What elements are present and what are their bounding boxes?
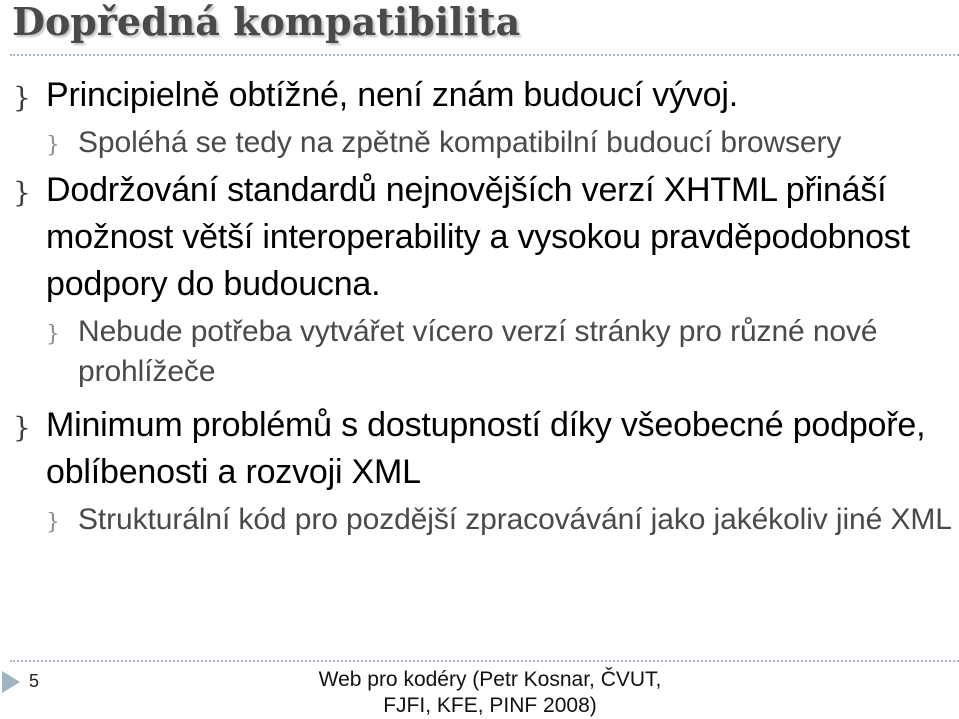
bullet-text: Dodržování standardů nejnovějších verzí XHTML přináší možnost větší interoperability a vysokou pravděpodobnost podpory do budoucna. xyxy=(46,171,910,303)
bullet-level2 xyxy=(0,500,959,540)
brace-bullet-icon: } xyxy=(13,176,31,209)
footer-line: FJFI, KFE, PINF 2008) xyxy=(383,694,597,717)
bullet-text: Minimum problémů s dostupností díky všeobecné podpoře, oblíbenosti a rozvoji XML xyxy=(46,406,926,491)
bullet-level1 xyxy=(0,402,959,496)
brace-bullet-icon: } xyxy=(46,133,60,158)
footer-line: Web pro kodéry (Petr Kosnar, ČVUT, xyxy=(318,668,662,691)
brace-bullet-icon: } xyxy=(13,411,31,444)
triangle-marker-icon xyxy=(2,671,20,693)
sub-bullet-text: Spoléhá se tedy na zpětně kompatibilní budoucí browsery xyxy=(78,126,842,159)
footer-text xyxy=(300,667,680,719)
bullet-level1 xyxy=(0,72,959,119)
brace-bullet-icon: } xyxy=(46,510,60,535)
sub-bullet-text: Nebude potřeba vytvářet vícero verzí stránky pro různé nové prohlížeče xyxy=(78,315,878,388)
slide-title: Dopředná kompatibilita xyxy=(12,0,521,44)
page-number: 5 xyxy=(29,671,40,691)
brace-bullet-icon: } xyxy=(46,322,60,347)
bullet-level2 xyxy=(0,312,959,392)
slide-content xyxy=(0,72,959,540)
title-divider xyxy=(10,54,959,56)
brace-bullet-icon: } xyxy=(13,81,31,114)
bullet-level1 xyxy=(0,167,959,308)
bullet-text: Principielně obtížné, není znám budoucí vývoj. xyxy=(46,76,738,114)
bullet-level2 xyxy=(0,123,959,163)
footer-divider xyxy=(10,660,959,662)
sub-bullet-text: Strukturální kód pro pozdější zpracovávání jako jakékoliv jiné XML xyxy=(78,503,952,536)
